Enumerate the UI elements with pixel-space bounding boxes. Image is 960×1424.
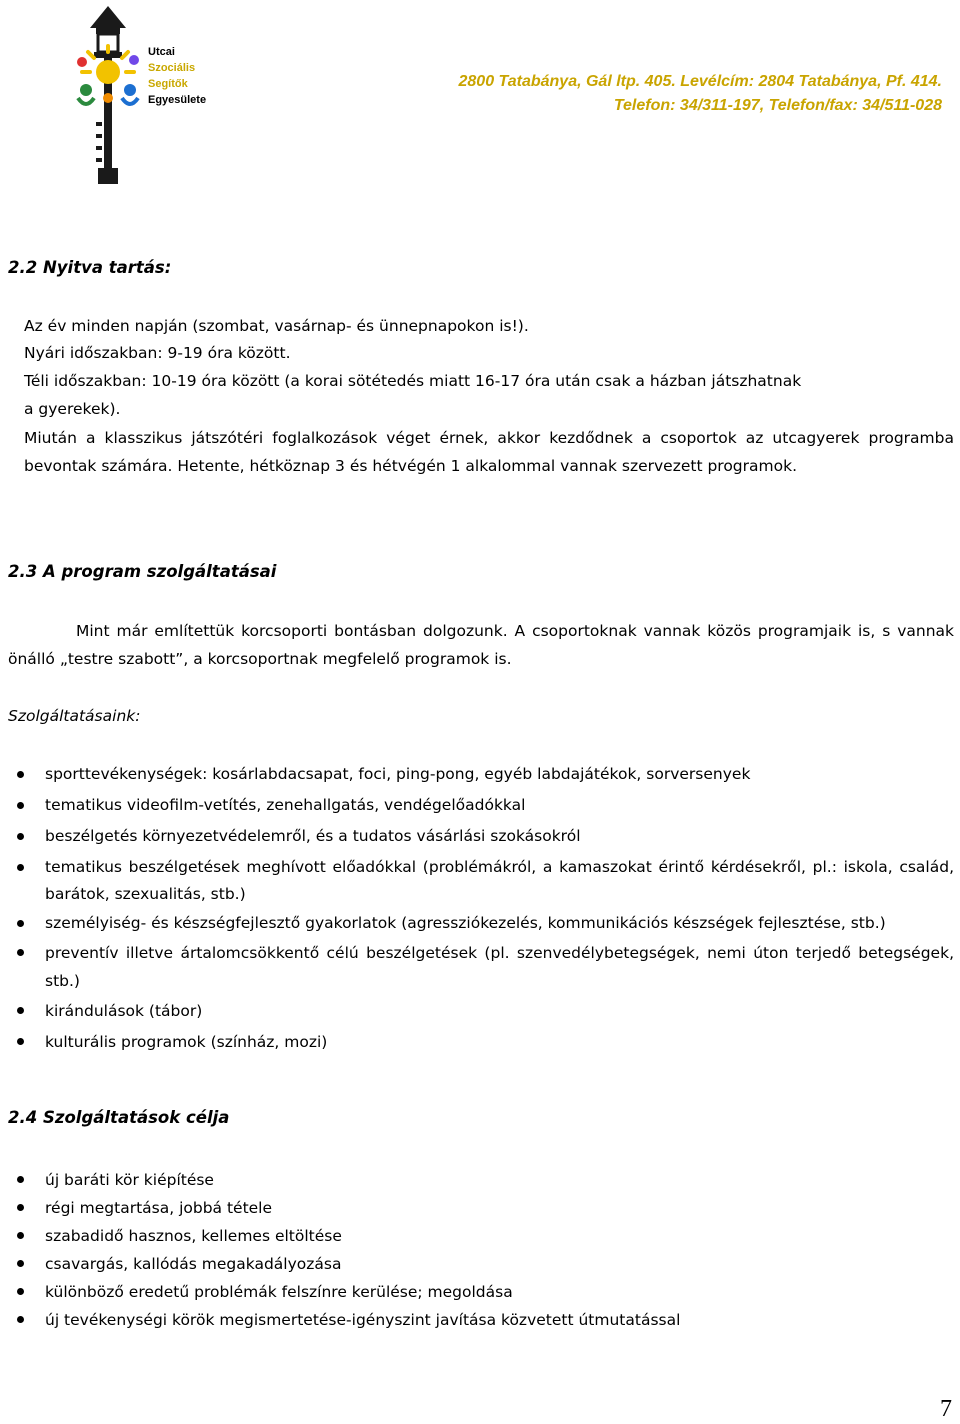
section-heading-goals: 2.4 Szolgáltatások célja — [8, 1108, 230, 1127]
page-number: 7 — [940, 1396, 952, 1422]
opening-line: Téli időszakban: 10-19 óra között (a korai sötétedés miatt 16-17 óra után csak a házban játszhatnak — [24, 372, 802, 390]
list-item: kulturális programok (színház, mozi) — [8, 1028, 954, 1056]
org-line: Segítők — [148, 78, 188, 90]
org-line: Egyesülete — [148, 94, 207, 106]
goals-list — [8, 1166, 954, 1334]
opening-paragraph: Miután a klasszikus játszótéri foglalkozások véget érnek, akkor kezdődnek a csoportok az utcagyerek programba bevontak számára. Hetente, hétköznap 3 és hétvégén 1 alkalommal vannak szervezett programok. — [24, 429, 954, 475]
list-item: csavargás, kallódás megakadályozása — [8, 1250, 954, 1278]
list-item: különböző eredetű problémák felszínre kerülése; megoldása — [8, 1278, 954, 1306]
section-heading-opening-hours: 2.2 Nyitva tartás: — [8, 258, 172, 277]
list-item: új tevékenységi körök megismertetése-igényszint javítása közvetett útmutatással — [8, 1306, 954, 1334]
org-line: Utcai — [148, 46, 175, 58]
services-intro: Mint már említettük korcsoporti bontásban dolgozunk. A csoportoknak vannak közös programjaik is, s vannak önálló „testre szabott”, a korcsoportnak megfelelő programok is. — [8, 622, 954, 668]
list-item: preventív illetve ártalomcsökkentő célú beszélgetések (pl. szenvedélybetegségek, nemi úton terjedő betegségek, stb.) — [8, 939, 954, 995]
organization-logo — [68, 2, 150, 188]
list-item: sporttevékenységek: kosárlabdacsapat, foci, ping-pong, egyéb labdajátékok, sorversenyek — [8, 761, 954, 788]
org-line: Szociális — [148, 62, 196, 74]
list-item: tematikus videofilm-vetítés, zenehallgatás, vendégelőadókkal — [8, 792, 954, 819]
list-item: kirándulások (tábor) — [8, 997, 954, 1025]
opening-line: Az év minden napján (szombat, vasárnap- és ünnepnapokon is!). — [24, 317, 529, 335]
opening-line: a gyerekek). — [24, 400, 121, 418]
list-item: tematikus beszélgetések meghívott előadókkal (problémákról, a kamaszokat érintő kérdésekről, pl.: iskola, család, barátok, szexualitás, stb.) — [8, 854, 954, 908]
address-line: 2800 Tatabánya, Gál ltp. 405. Levélcím: 2804 Tatabánya, Pf. 414. — [458, 73, 942, 90]
opening-line: Nyári időszakban: 9-19 óra között. — [24, 344, 291, 362]
contact-block — [459, 70, 943, 118]
list-item: beszélgetés környezetvédelemről, és a tudatos vásárlási szokásokról — [8, 823, 954, 850]
phone-line: Telefon: 34/311-197, Telefon/fax: 34/511-028 — [613, 97, 942, 114]
list-item: szabadidő hasznos, kellemes eltöltése — [8, 1222, 954, 1250]
organization-name — [148, 44, 206, 108]
services-label: Szolgáltatásaink: — [8, 707, 141, 725]
services-list — [8, 761, 954, 1056]
list-item: új baráti kör kiépítése — [8, 1166, 954, 1194]
list-item: személyiség- és készségfejlesztő gyakorlatok (agressziókezelés, kommunikációs készségek fejlesztése, stb.) — [8, 910, 954, 937]
list-item: régi megtartása, jobbá tétele — [8, 1194, 954, 1222]
section-heading-services: 2.3 A program szolgáltatásai — [8, 562, 277, 581]
